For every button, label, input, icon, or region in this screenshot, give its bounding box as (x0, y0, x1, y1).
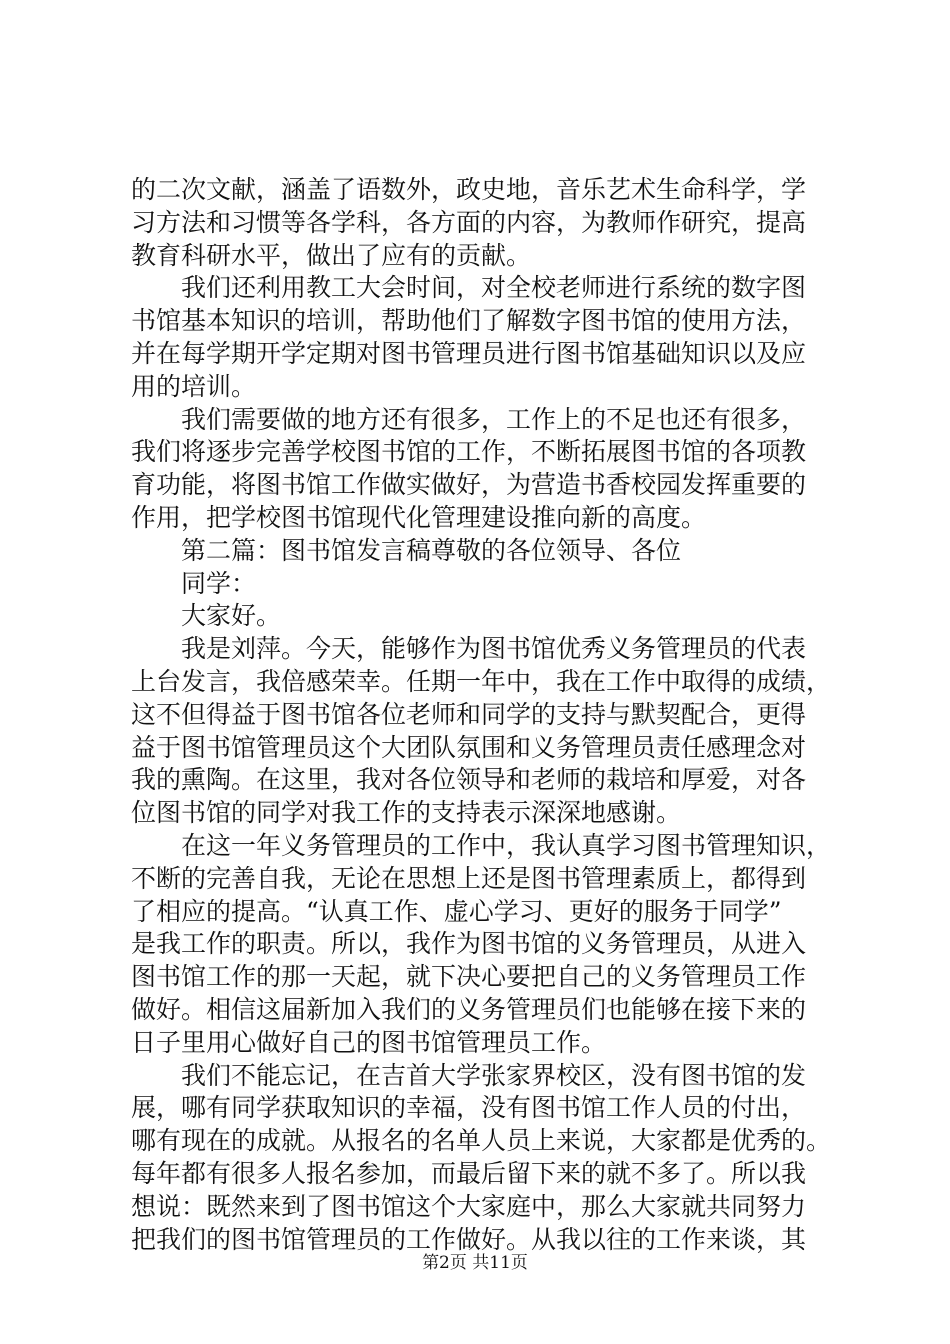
text-line: 益于图书馆管理员这个大团队氛围和义务管理员责任感理念对 (131, 732, 807, 762)
text-line: 同学： (181, 568, 257, 598)
text-line: 我们不能忘记，在吉首大学张家界校区，没有图书馆的发 (181, 1060, 807, 1090)
text-line: 图书馆工作的那一天起，就下决心要把自己的义务管理员工作 (131, 962, 807, 992)
text-line: 这不但得益于图书馆各位老师和同学的支持与默契配合，更得 (131, 699, 807, 729)
text-line: 我们将逐步完善学校图书馆的工作，不断拓展图书馆的各项教 (131, 437, 807, 467)
text-line: 上台发言，我倍感荣幸。任期一年中，我在工作中取得的成绩， (131, 666, 832, 696)
text-line: 做好。相信这届新加入我们的义务管理员们也能够在接下来的 (131, 994, 807, 1024)
text-line: 我是刘萍。今天，能够作为图书馆优秀义务管理员的代表 (181, 634, 807, 664)
text-line: 育功能，将图书馆工作做实做好，为营造书香校园发挥重要的 (131, 470, 807, 500)
text-line: 每年都有很多人报名参加，而最后留下来的就不多了。所以我 (131, 1158, 807, 1188)
text-line: 哪有现在的成就。从报名的名单人员上来说，大家都是优秀的。 (131, 1126, 832, 1156)
text-line: 在这一年义务管理员的工作中，我认真学习图书管理知识， (181, 830, 832, 860)
text-line: 作用，把学校图书馆现代化管理建设推向新的高度。 (131, 502, 707, 532)
text-line: 习方法和习惯等各学科，各方面的内容，为教师作研究，提高 (131, 207, 807, 237)
text-line: 是我工作的职责。所以，我作为图书馆的义务管理员，从进入 (131, 929, 807, 959)
text-line: 大家好。 (181, 601, 282, 631)
text-line: 书馆基本知识的培训，帮助他们了解数字图书馆的使用方法， (131, 306, 807, 336)
text-line: 用的培训。 (131, 371, 257, 401)
text-line: 把我们的图书馆管理员的工作做好。从我以往的工作来谈，其 (131, 1224, 807, 1254)
text-line: 展，哪有同学获取知识的幸福，没有图书馆工作人员的付出， (131, 1093, 807, 1123)
text-line: 想说：既然来到了图书馆这个大家庭中，那么大家就共同努力 (131, 1191, 807, 1221)
text-line: 位图书馆的同学对我工作的支持表示深深地感谢。 (131, 798, 682, 828)
text-line: 不断的完善自我，无论在思想上还是图书管理素质上，都得到 (131, 863, 807, 893)
text-line: 我的熏陶。在这里，我对各位领导和老师的栽培和厚爱，对各 (131, 765, 807, 795)
text-line: 并在每学期开学定期对图书管理员进行图书馆基础知识以及应 (131, 338, 807, 368)
text-line: 第二篇：图书馆发言稿尊敬的各位领导、各位 (181, 535, 682, 565)
text-line: 的二次文献，涵盖了语数外，政史地，音乐艺术生命科学，学 (131, 175, 807, 204)
text-line: 了相应的提高。“认真工作、虚心学习、更好的服务于同学” (131, 896, 782, 926)
text-line: 我们需要做的地方还有很多，工作上的不足也还有很多， (181, 404, 807, 434)
document-body (131, 174, 832, 1256)
text-line: 日子里用心做好自己的图书馆管理员工作。 (131, 1027, 607, 1057)
page-footer: 第2页 共11页 (422, 1253, 528, 1273)
text-line: 教育科研水平，做出了应有的贡献。 (131, 240, 532, 270)
text-line: 我们还利用教工大会时间，对全校老师进行系统的数字图 (181, 273, 807, 303)
